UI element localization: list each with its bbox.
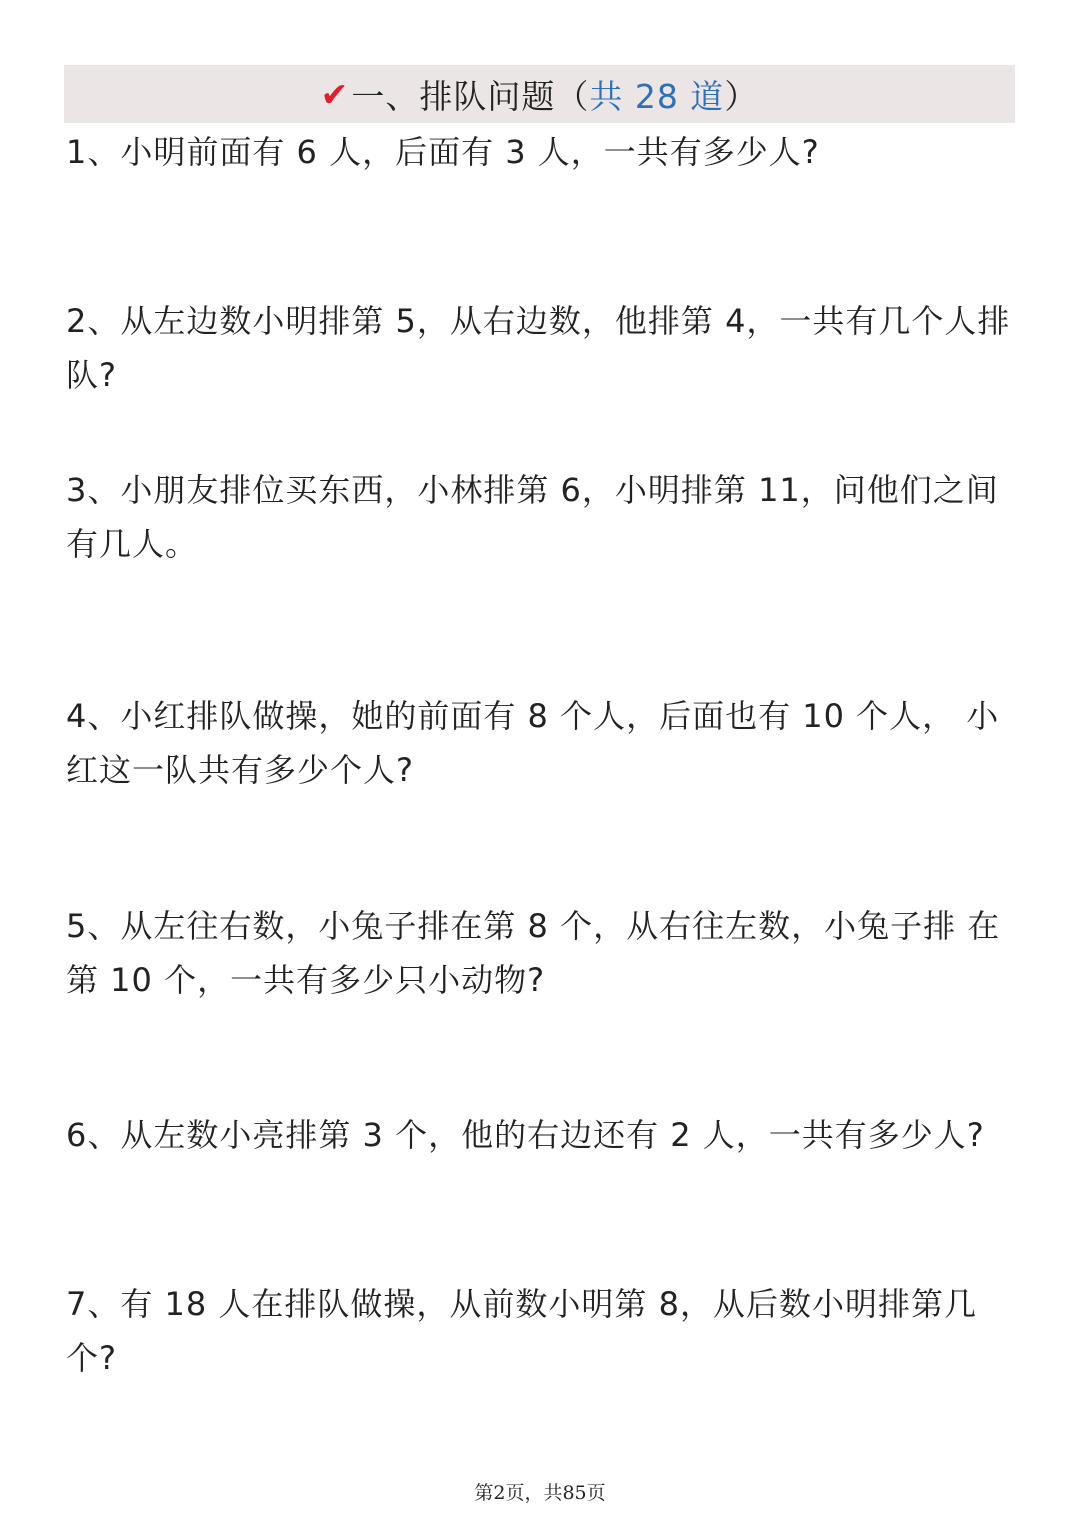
question-7: 7、有 18 人在排队做操，从前数小明第 8，从后数小明排第几个? <box>66 1285 977 1377</box>
section-title: 一、排队问题 <box>351 76 556 116</box>
question-5: 5、从左往右数，小兔子排在第 8 个，从右往左数，小兔子排 在第 10 个，一共有多少只小动物? <box>66 907 1001 999</box>
paren-close: ） <box>724 76 759 116</box>
question-2: 2、从左边数小明排第 5，从右边数，他排第 4，一共有几个人排队? <box>66 302 1011 394</box>
paren-open: （ <box>555 76 590 116</box>
check-icon: ✔ <box>320 74 350 114</box>
question-6: 6、从左数小亮排第 3 个，他的右边还有 2 人，一共有多少人? <box>66 1116 985 1154</box>
question-4: 4、小红排队做操，她的前面有 8 个人，后面也有 10 个人， 小红这一队共有多少个人? <box>66 697 1000 789</box>
question-3: 3、小朋友排位买东西，小林排第 6，小明排第 11，问他们之间有几人。 <box>66 471 999 563</box>
page-footer: 第2页，共85页 <box>474 1482 606 1504</box>
question-1: 1、小明前面有 6 人，后面有 3 人，一共有多少人? <box>66 133 820 171</box>
question-count: 共 28 道 <box>589 76 725 116</box>
section-header <box>64 65 1015 123</box>
